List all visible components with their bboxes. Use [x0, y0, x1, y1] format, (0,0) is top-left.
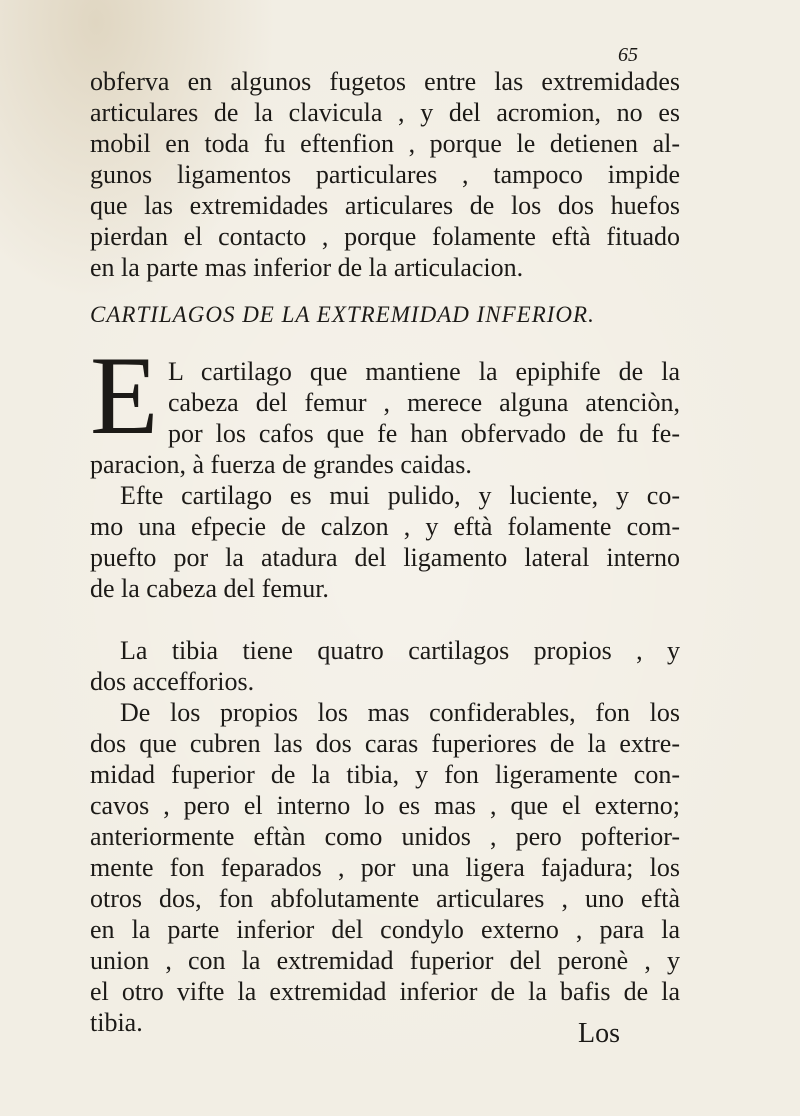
text-line: pierdan el contacto , porque folamente eftà fituado	[90, 222, 680, 251]
text-line: dos que cubren las dos caras fuperiores de la extre-	[90, 729, 680, 758]
paragraph-opening	[168, 356, 680, 449]
text-line: Efte cartilago es mui pulido, y luciente, y co-	[120, 481, 680, 510]
text-line: mo una efpecie de calzon , y eftà folamente com-	[90, 512, 680, 541]
paragraph-continued	[90, 66, 680, 283]
text-line: cabeza del femur , merece alguna atenciòn,	[168, 388, 680, 417]
paragraph	[90, 635, 680, 697]
paragraph	[90, 480, 680, 604]
text-line: De los propios los mas confiderables, fon los	[120, 698, 680, 727]
text-line: L cartilago que mantiene la epiphife de la	[168, 357, 680, 386]
text-line: en la parte inferior del condylo externo , para la	[90, 915, 680, 944]
text-line: tibia.	[90, 1008, 143, 1037]
text-line: La tibia tiene quatro cartilagos propios , y	[120, 636, 680, 665]
text-line: el otro vifte la extremidad inferior de la bafis de la	[90, 977, 680, 1006]
text-line: obferva en algunos fugetos entre las extremidades	[90, 67, 680, 96]
paragraph	[90, 697, 680, 1038]
text-line: otros dos, fon abfolutamente articulares , uno eftà	[90, 884, 680, 913]
text-line: dos accefforios.	[90, 667, 255, 696]
text-line: gunos ligamentos particulares , tampoco impide	[90, 160, 680, 189]
text-line: anteriormente eftàn como unidos , pero pofterior-	[90, 822, 680, 851]
paragraph-opening-continued	[90, 449, 680, 480]
text-line: mente fon feparados , por una ligera fajadura; los	[90, 853, 680, 882]
text-line: midad fuperior de la tibia, y fon ligeramente con-	[90, 760, 680, 789]
text-line: que las extremidades articulares de los dos huefos	[90, 191, 680, 220]
page-number: 65	[618, 44, 638, 66]
text-line: articulares de la clavicula , y del acromion, no es	[90, 98, 680, 127]
text-line: paracion, à fuerza de grandes caidas.	[90, 450, 472, 479]
text-line: por los cafos que fe han obfervado de fu fe-	[168, 419, 680, 448]
text-line: union , con la extremidad fuperior del peronè , y	[90, 946, 680, 975]
text-line: en la parte mas inferior de la articulacion.	[90, 253, 524, 282]
text-line: cavos , pero el interno lo es mas , que el externo;	[90, 791, 680, 820]
catchword: Los	[578, 1018, 620, 1049]
text-line: mobil en toda fu eftenfion , porque le detienen al-	[90, 129, 680, 158]
text-line: de la cabeza del femur.	[90, 574, 329, 603]
text-line: puefto por la atadura del ligamento lateral interno	[90, 543, 680, 572]
section-heading: CARTILAGOS DE LA EXTREMIDAD INFERIOR.	[90, 302, 595, 327]
drop-cap: E	[90, 334, 159, 458]
